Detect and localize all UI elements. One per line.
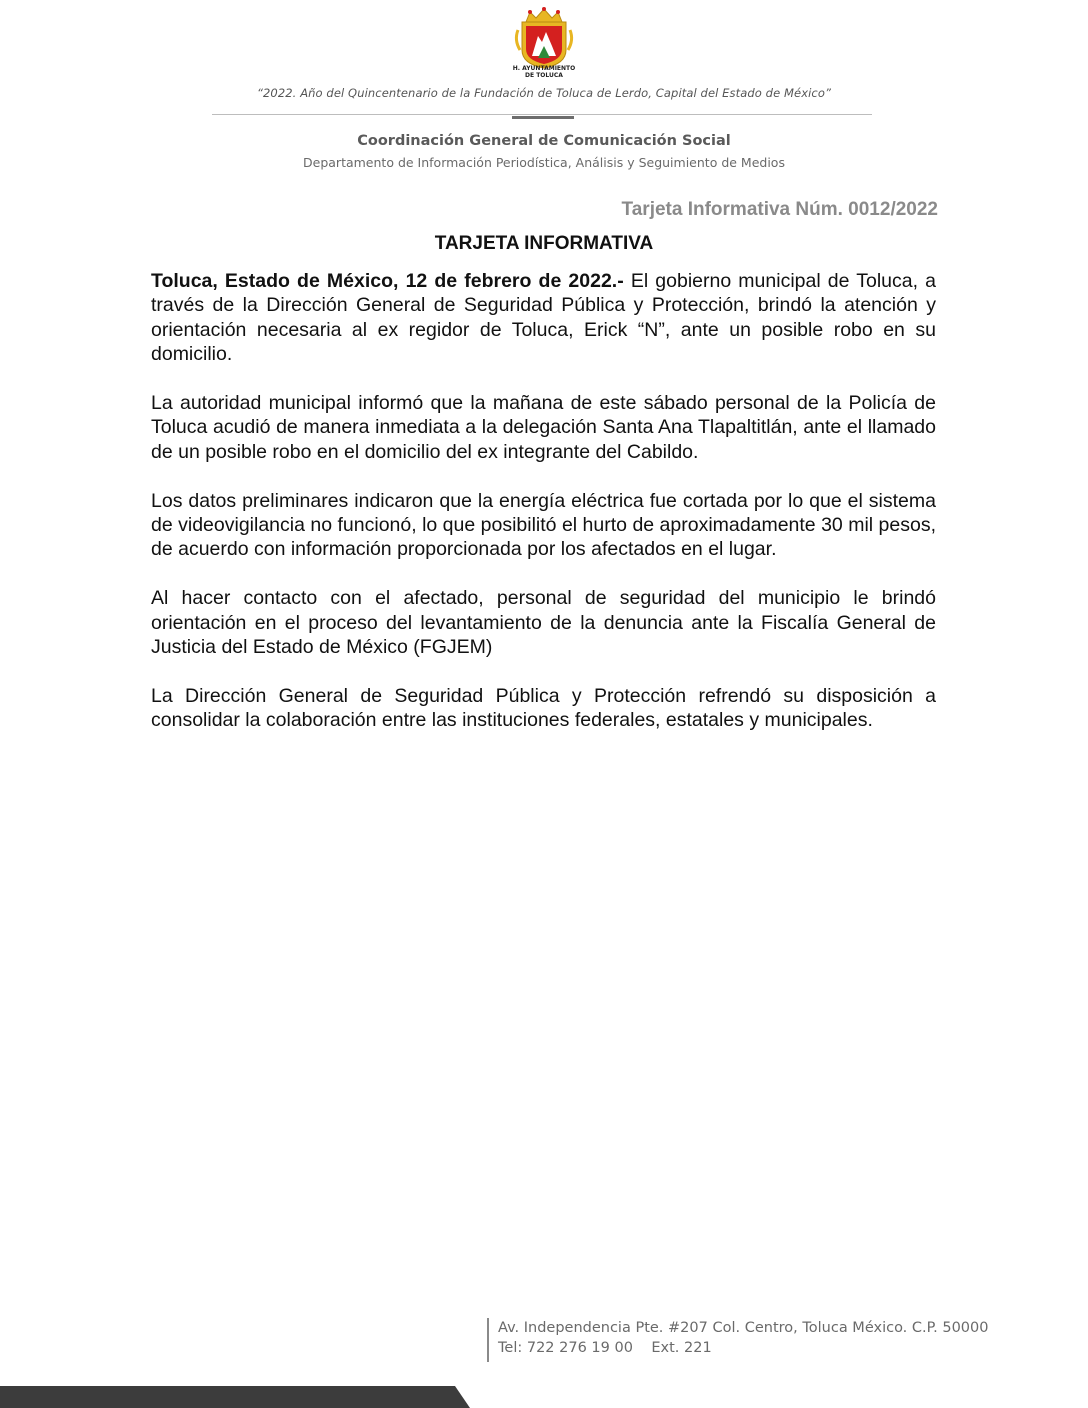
year-motto: “2022. Año del Quincentenario de la Fundación de Toluca de Lerdo, Capital del Estado de México” (256, 86, 832, 100)
paragraph-5: La Dirección General de Seguridad Pública y Protección refrendó su disposición a consolidar la colaboración entre las instituciones federales, estatales y municipales. (151, 684, 936, 732)
paragraph-3: Los datos preliminares indicaron que la energía eléctrica fue cortada por lo que el sistema de videovigilancia no funcionó, lo que posibilitó el hurto de aproximadamente 30 mil pesos, de acuerdo con información proporcionada por los afectados en el lugar. (151, 489, 936, 561)
logo-caption-line1: H. AYUNTAMIENTO (512, 65, 576, 72)
dateline: Toluca, Estado de México, 12 de febrero de 2022.- (151, 270, 624, 292)
logo-caption (494, 65, 594, 79)
card-number: Tarjeta Informativa Núm. 0012/2022 (621, 199, 938, 220)
footer-divider (487, 1318, 489, 1362)
department-title: Departamento de Información Periodística, Análisis y Seguimiento de Medios (303, 155, 785, 170)
coordination-title: Coordinación General de Comunicación Social (357, 133, 731, 149)
footer-band (0, 1386, 470, 1408)
paragraph-4: Al hacer contacto con el afectado, personal de seguridad del municipio le brindó orientación en el proceso del levantamiento de la denuncia ante la Fiscalía General de Justicia del Estado de México (FGJEM) (151, 587, 936, 659)
footer-phone: Tel: 722 276 19 00 Ext. 221 (498, 1340, 712, 1356)
header-divider-accent (512, 116, 574, 119)
paragraph-1-text: El gobierno municipal de Toluca, a través de la Dirección General de Seguridad Pública y Protección, brindó la atención y orientación necesaria al ex regidor de Toluca, Erick “N”, ante un posible robo en su domicilio. (151, 270, 936, 366)
footer-address: Av. Independencia Pte. #207 Col. Centro, Toluca México. C.P. 50000 (498, 1320, 989, 1336)
document-title: TARJETA INFORMATIVA (434, 233, 654, 254)
logo-caption-line2: DE TOLUCA (525, 72, 563, 79)
paragraph-1 (151, 269, 936, 367)
paragraph-2: La autoridad municipal informó que la mañana de este sábado personal de la Policía de Toluca acudió de manera inmediata a la delegación Santa Ana Tlapaltitlán, ante el llamado de un posible robo en el domicilio del ex integrante del Cabildo. (151, 392, 936, 463)
document-body (151, 269, 936, 757)
header-divider (212, 114, 872, 115)
